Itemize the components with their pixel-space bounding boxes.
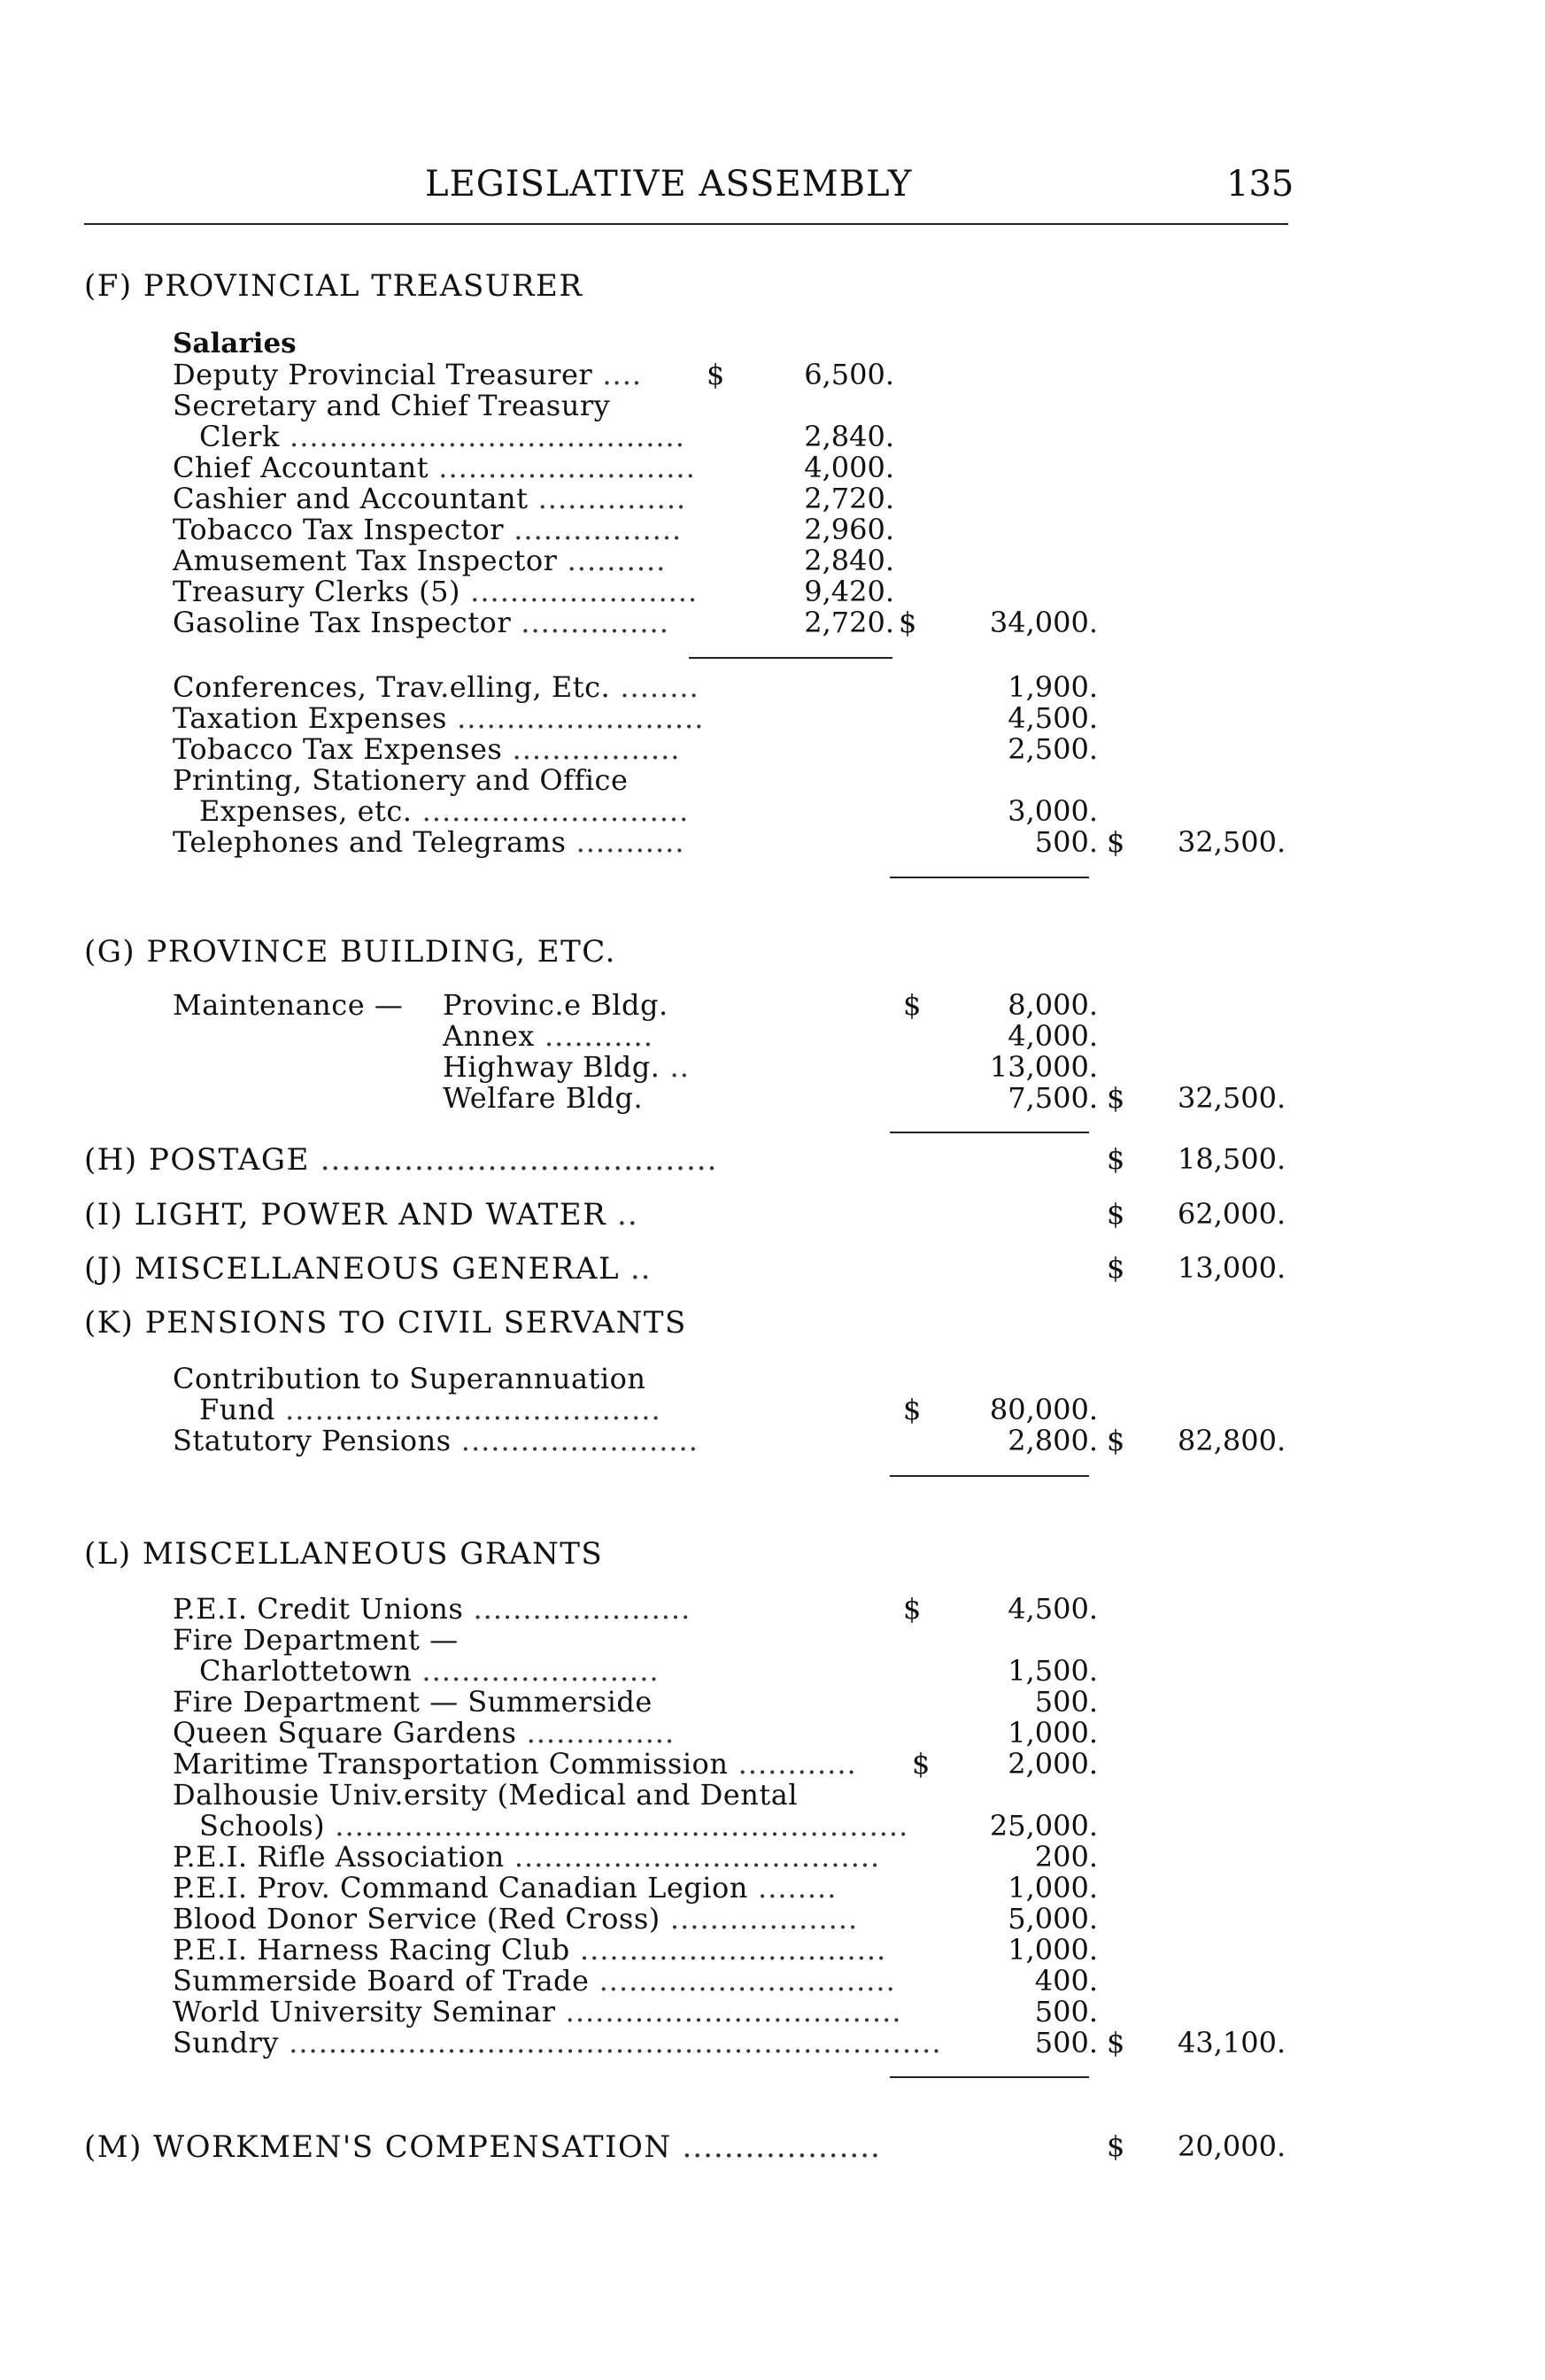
item-amount: 25,000. <box>989 1809 1098 1843</box>
dollar-sign: $ <box>1107 825 1125 859</box>
item-label: Fire Department — Summerside <box>173 1685 653 1719</box>
dot-leader: ..................................... <box>504 1840 881 1874</box>
item-amount: 500. <box>1034 1685 1098 1719</box>
dot-leader: ........... <box>566 825 685 859</box>
item-amount: 500. <box>1034 2026 1098 2059</box>
table-row <box>0 513 1545 545</box>
dot-leader: ........ <box>747 1871 838 1905</box>
dot-leader: ...................... <box>463 1592 691 1626</box>
item-amount: 2,500. <box>1008 732 1098 766</box>
item-label: Clerk <box>199 420 280 453</box>
item-label: P.E.I. Rifle Association <box>173 1840 505 1874</box>
item-amount: 1,000. <box>1008 1716 1098 1750</box>
dot-leader: ........ <box>610 670 699 704</box>
item-label: Queen Square Gardens <box>173 1716 517 1750</box>
dot-leader: ....................... <box>460 575 699 608</box>
item-label: Tobacco Tax Expenses <box>173 732 503 766</box>
item-amount: 200. <box>1034 1840 1098 1874</box>
item-amount: 500. <box>1034 825 1098 859</box>
item-amount: 1,900. <box>1008 670 1098 704</box>
item-amount: 4,000. <box>804 451 894 484</box>
table-row <box>0 575 1545 607</box>
dot-leader: .......................... <box>429 451 696 484</box>
table-row <box>0 1081 1545 1113</box>
item-amount: 7,500. <box>1008 1081 1098 1115</box>
table-row <box>0 420 1545 452</box>
total-rule <box>890 1132 1089 1133</box>
table-row <box>0 1654 1545 1686</box>
table-row <box>0 1592 1545 1624</box>
item-label: Chief Accountant <box>173 451 429 484</box>
dollar-sign: $ <box>1107 1424 1125 1457</box>
item-amount: 2,960. <box>804 513 894 546</box>
section-title-province-building: (G) PROVINCE BUILDING, ETC. <box>84 934 616 970</box>
table-row <box>0 1050 1545 1082</box>
item-label: Summerside Board of Trade <box>173 1964 590 1998</box>
running-head: LEGISLATIVE ASSEMBLY <box>425 164 913 205</box>
total-amount: 13,000. <box>1178 1251 1286 1285</box>
table-row <box>0 2026 1545 2058</box>
item-label: Welfare Bldg. <box>443 1081 644 1115</box>
item-amount: 80,000. <box>989 1393 1098 1426</box>
item-amount: 4,500. <box>1008 1592 1098 1626</box>
table-row <box>0 1716 1545 1748</box>
table-row <box>0 1685 1545 1717</box>
table-row <box>0 763 1545 795</box>
item-label: Contribution to Superannuation <box>173 1362 646 1395</box>
table-row <box>0 732 1545 764</box>
item-amount: 2,840. <box>804 420 894 453</box>
item-label: Tobacco Tax Inspector <box>173 513 505 546</box>
dot-leader: ............... <box>528 482 687 515</box>
item-amount: 1,000. <box>1008 1871 1098 1905</box>
dot-leader: ............... <box>511 606 669 639</box>
maintenance-label: Maintenance — <box>173 988 404 1022</box>
total-rule <box>890 1475 1089 1477</box>
dot-leader: ................. <box>502 732 681 766</box>
table-row <box>0 1019 1545 1051</box>
total-amount: 82,800. <box>1178 1424 1286 1457</box>
table-row <box>0 988 1545 1020</box>
item-label: Printing, Stationery and Office <box>173 763 629 797</box>
table-row <box>0 701 1545 733</box>
dollar-sign: $ <box>1107 1197 1125 1231</box>
table-row <box>0 1747 1545 1779</box>
item-amount: 2,720. <box>804 606 894 639</box>
item-label: Dalhousie Univ.ersity (Medical and Dental <box>173 1778 799 1812</box>
item-amount: 6,500. <box>804 358 894 391</box>
dollar-sign: $ <box>899 606 917 639</box>
item-label: Fund <box>199 1393 275 1426</box>
dollar-sign: $ <box>903 988 922 1022</box>
dot-leader: ................. <box>504 513 683 546</box>
section-title-workmens-compensation: (M) WORKMEN'S COMPENSATION <box>84 2129 672 2165</box>
section-title-miscellaneous-general: (J) MISCELLANEOUS GENERAL <box>84 1251 621 1287</box>
page-number: 135 <box>1226 164 1294 205</box>
section-row-workmens-compensation <box>0 2129 1545 2165</box>
table-row <box>0 544 1545 576</box>
dollar-sign: $ <box>1107 1142 1125 1176</box>
item-amount: 3,000. <box>1008 794 1098 828</box>
item-amount: 2,720. <box>804 482 894 515</box>
dot-leader: ............ <box>728 1747 857 1781</box>
table-row <box>0 1623 1545 1655</box>
dot-leader: .......................................................... <box>325 1809 909 1843</box>
item-label: Statutory Pensions <box>173 1424 452 1457</box>
dot-leader: ........................ <box>451 1424 699 1457</box>
item-amount: 5,000. <box>1008 1902 1098 1936</box>
dot-leader: ........................................ <box>279 420 685 453</box>
table-row <box>0 1840 1545 1872</box>
dot-leader: .. <box>660 1050 690 1084</box>
section-title-pensions: (K) PENSIONS TO CIVIL SERVANTS <box>84 1305 687 1341</box>
dot-leader: ................... <box>671 2129 881 2165</box>
subtotal-amount: 34,000. <box>989 606 1098 639</box>
dollar-sign: $ <box>903 1592 922 1626</box>
table-row <box>0 1871 1545 1903</box>
dot-leader: ........................ <box>412 1654 660 1688</box>
dot-leader: ........................... <box>412 794 690 828</box>
item-label: Schools) <box>199 1809 326 1843</box>
table-row <box>0 794 1545 826</box>
dot-leader: ............... <box>516 1716 676 1750</box>
dot-leader: .......... <box>557 544 667 577</box>
dot-leader: ................... <box>660 1902 859 1936</box>
table-row <box>0 1778 1545 1810</box>
dollar-sign: $ <box>1107 2026 1125 2059</box>
dollar-sign: $ <box>707 358 725 391</box>
item-label: Amusement Tax Inspector <box>173 544 558 577</box>
item-amount: 1,500. <box>1008 1654 1098 1688</box>
table-row <box>0 1809 1545 1841</box>
section-title-light-power-water: (I) LIGHT, POWER AND WATER <box>84 1197 607 1232</box>
table-row <box>0 1933 1545 1965</box>
item-amount: 2,840. <box>804 544 894 577</box>
subtotal-rule <box>689 657 892 659</box>
item-label: Conferences, Trav.elling, Etc. <box>173 670 611 704</box>
table-row <box>0 825 1545 857</box>
table-row <box>0 1362 1545 1394</box>
table-row <box>0 1964 1545 1996</box>
dollar-sign: $ <box>912 1747 931 1781</box>
item-label: Fire Department — <box>173 1623 459 1657</box>
total-rule <box>890 877 1089 878</box>
total-amount: 62,000. <box>1178 1197 1286 1231</box>
dollar-sign: $ <box>1107 2129 1125 2163</box>
total-amount: 32,500. <box>1178 825 1286 859</box>
total-amount: 20,000. <box>1178 2129 1286 2163</box>
dot-leader: .... <box>592 358 643 391</box>
table-row <box>0 1393 1545 1425</box>
item-label: Maritime Transportation Commission <box>173 1747 729 1781</box>
dot-leader: .. <box>606 1197 638 1232</box>
item-amount: 2,800. <box>1008 1424 1098 1457</box>
item-label: Annex <box>443 1019 535 1053</box>
item-label: Telephones and Telegrams <box>173 825 567 859</box>
dot-leader: .............................. <box>589 1964 896 1998</box>
item-amount: 2,000. <box>1008 1747 1098 1781</box>
section-title-postage: (H) POSTAGE <box>84 1142 310 1178</box>
section-row-miscellaneous-general <box>0 1251 1545 1287</box>
item-label: Blood Donor Service (Red Cross) <box>173 1902 660 1936</box>
table-row <box>0 670 1545 702</box>
item-label: Highway Bldg. <box>443 1050 660 1084</box>
total-amount: 43,100. <box>1178 2026 1286 2059</box>
table-row <box>0 451 1545 483</box>
item-amount: 500. <box>1034 1995 1098 2028</box>
dot-leader: ......................... <box>446 701 705 735</box>
dollar-sign: $ <box>903 1393 922 1426</box>
total-amount: 32,500. <box>1178 1081 1286 1115</box>
item-label: Sundry <box>173 2026 279 2059</box>
item-label: Provinc.e Bldg. <box>443 988 668 1022</box>
dollar-sign: $ <box>1107 1081 1125 1115</box>
dollar-sign: $ <box>1107 1251 1125 1285</box>
table-row <box>0 1995 1545 2027</box>
dot-leader: ........... <box>534 1019 653 1053</box>
table-row <box>0 482 1545 514</box>
table-row <box>0 389 1545 421</box>
table-row <box>0 358 1545 390</box>
item-label: Expenses, etc. <box>199 794 413 828</box>
table-row <box>0 1902 1545 1934</box>
table-row <box>0 606 1545 638</box>
dot-leader: .. <box>620 1251 652 1287</box>
dot-leader: ...................................... <box>309 1142 718 1178</box>
item-amount: 400. <box>1034 1964 1098 1998</box>
section-row-postage <box>0 1142 1545 1178</box>
section-title-miscellaneous-grants: (L) MISCELLANEOUS GRANTS <box>84 1536 604 1572</box>
item-label: P.E.I. Prov. Command Canadian Legion <box>173 1871 748 1905</box>
dot-leader: .................................. <box>555 1995 902 2028</box>
item-label: World University Seminar <box>173 1995 556 2028</box>
item-label: P.E.I. Harness Racing Club <box>173 1933 570 1967</box>
item-label: Gasoline Tax Inspector <box>173 606 512 639</box>
item-amount: 9,420. <box>804 575 894 608</box>
item-amount: 13,000. <box>989 1050 1098 1084</box>
item-label: Deputy Provincial Treasurer <box>173 358 593 391</box>
salaries-heading: Salaries <box>173 328 297 359</box>
item-amount: 1,000. <box>1008 1933 1098 1967</box>
item-label: Cashier and Accountant <box>173 482 529 515</box>
item-amount: 4,000. <box>1008 1019 1098 1053</box>
dot-leader: .................................................................. <box>279 2026 942 2059</box>
item-amount: 8,000. <box>1008 988 1098 1022</box>
table-row <box>0 1424 1545 1456</box>
item-amount: 4,500. <box>1008 701 1098 735</box>
section-title-provincial-treasurer: (F) PROVINCIAL TREASURER <box>84 268 583 304</box>
item-label: P.E.I. Credit Unions <box>173 1592 464 1626</box>
dot-leader: ............................... <box>569 1933 887 1967</box>
dot-leader: ...................................... <box>274 1393 661 1426</box>
item-label: Treasury Clerks (5) <box>173 575 460 608</box>
total-rule <box>890 2076 1089 2078</box>
item-label: Charlottetown <box>199 1654 413 1688</box>
item-label: Secretary and Chief Treasury <box>173 389 611 422</box>
section-row-light-power-water <box>0 1197 1545 1232</box>
item-label: Taxation Expenses <box>173 701 447 735</box>
total-amount: 18,500. <box>1178 1142 1286 1176</box>
